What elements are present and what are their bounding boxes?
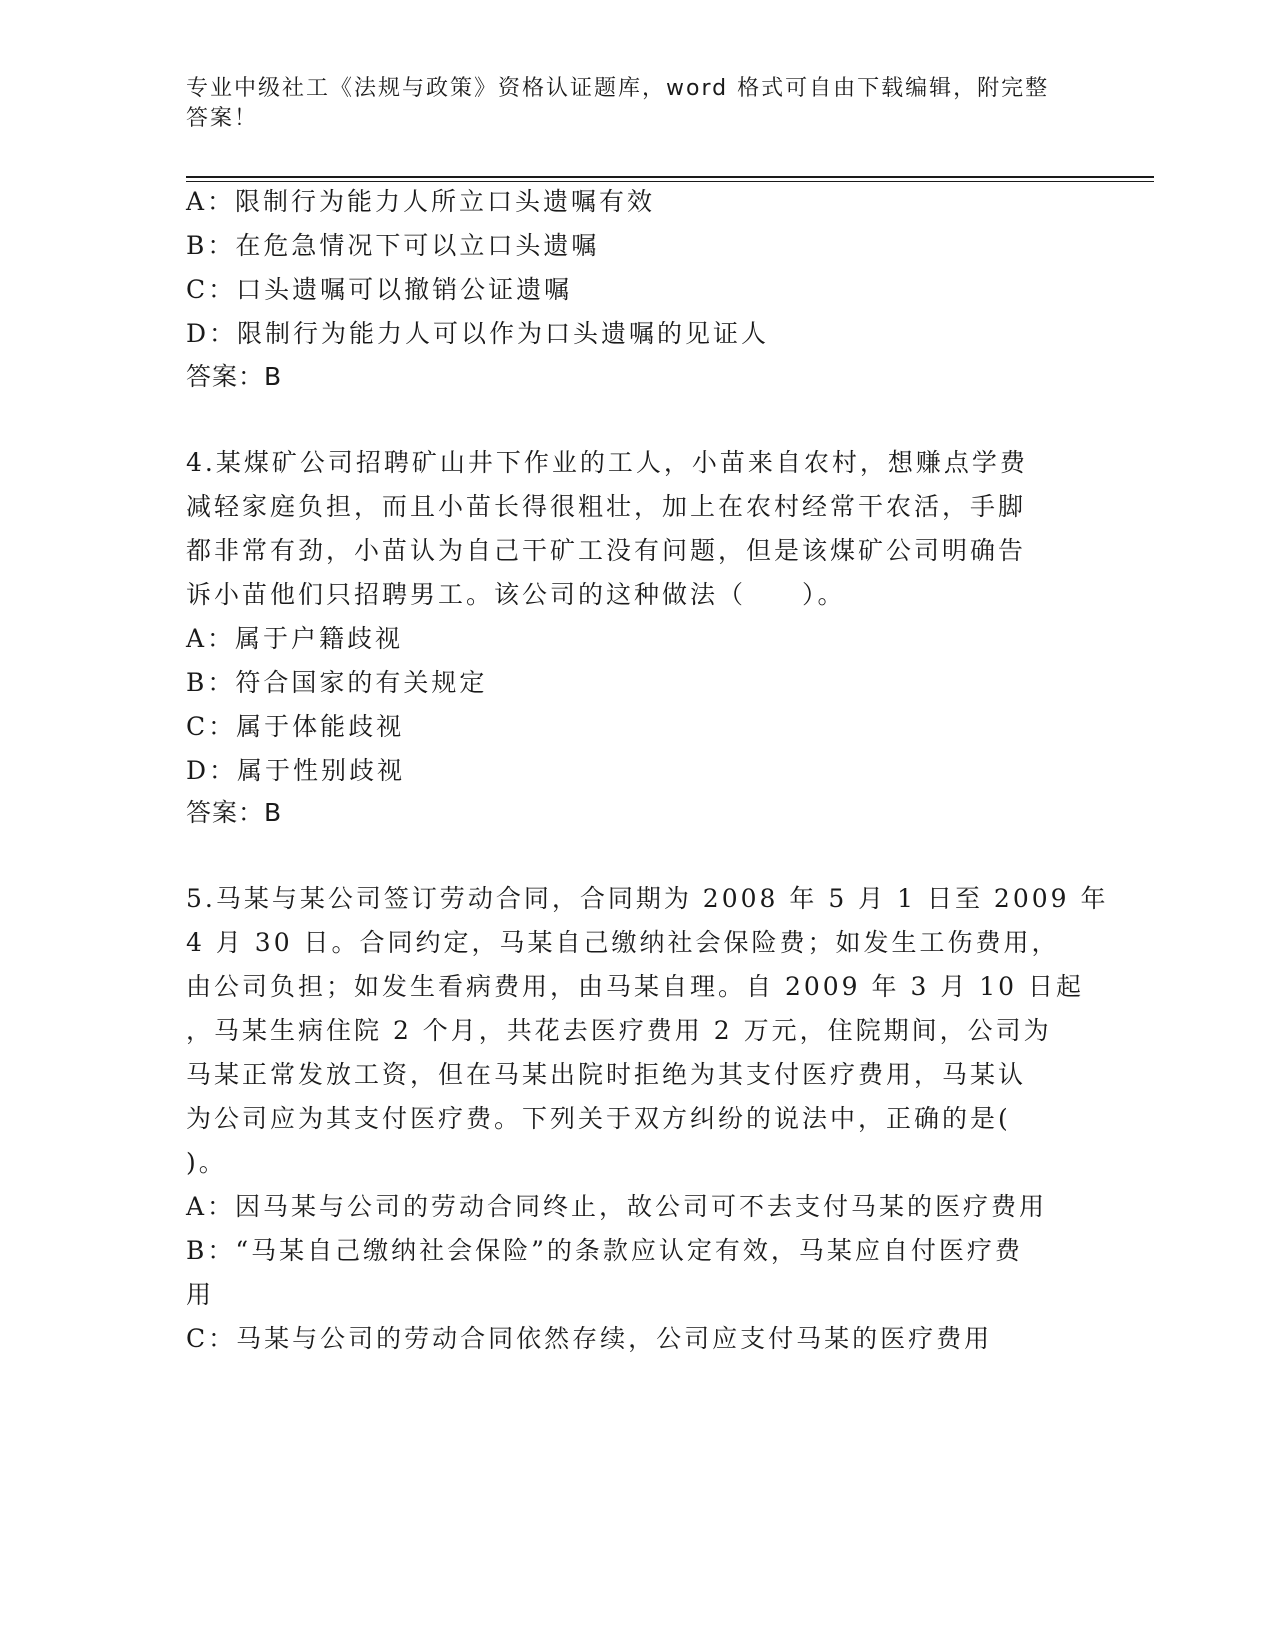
q5-option-c: C：马某与公司的劳动合同依然存续，公司应支付马某的医疗费用	[186, 1324, 993, 1353]
header-divider-thick	[186, 176, 1154, 178]
q3-answer: 答案：B	[186, 362, 283, 391]
q4-option-d: D：属于性别歧视	[186, 756, 406, 785]
q4-option-b: B：符合国家的有关规定	[186, 668, 488, 697]
q3-option-c: C：口头遗嘱可以撤销公证遗嘱	[186, 275, 573, 304]
q4-option-c: C：属于体能歧视	[186, 712, 405, 741]
q3-option-b: B：在危急情况下可以立口头遗嘱	[186, 231, 600, 260]
q4-answer: 答案：B	[186, 798, 283, 827]
q5-text-line: 5.马某与某公司签订劳动合同，合同期为 2008 年 5 月 1 日至 2009 年	[186, 884, 1109, 913]
document-header: 专业中级社工《法规与政策》资格认证题库，word 格式可自由下载编辑，附完整答案！	[186, 76, 1050, 131]
q5-text-line: 4 月 30 日。合同约定，马某自己缴纳社会保险费；如发生工伤费用，	[186, 928, 1060, 957]
q5-option-b-continued: 用	[186, 1280, 215, 1309]
q5-text-line: 由公司负担；如发生看病费用，由马某自理。自 2009 年 3 月 10 日起	[186, 972, 1085, 1001]
q4-text-line: 减轻家庭负担，而且小苗长得很粗壮，加上在农村经常干农活，手脚	[186, 492, 1027, 521]
q4-option-a: A：属于户籍歧视	[186, 624, 404, 653]
q4-text-line: 4.某煤矿公司招聘矿山井下作业的工人，小苗来自农村，想赚点学费	[186, 448, 1028, 477]
q3-option-d: D：限制行为能力人可以作为口头遗嘱的见证人	[186, 319, 770, 348]
q3-option-a: A：限制行为能力人所立口头遗嘱有效	[186, 187, 656, 216]
q5-text-line: 马某正常发放工资，但在马某出院时拒绝为其支付医疗费用，马某认	[186, 1060, 1027, 1089]
q4-text-line: 都非常有劲，小苗认为自己干矿工没有问题，但是该煤矿公司明确告	[186, 536, 1027, 565]
q4-text-line: 诉小苗他们只招聘男工。该公司的这种做法（ ）。	[186, 580, 846, 609]
q5-text-line: 为公司应为其支付医疗费。下列关于双方纠纷的说法中，正确的是(	[186, 1104, 1011, 1133]
header-divider-thin	[186, 181, 1154, 182]
q5-option-b: B：“马某自己缴纳社会保险”的条款应认定有效，马某应自付医疗费	[186, 1236, 1023, 1265]
q5-text-line: )。	[186, 1148, 227, 1177]
q5-text-line: ，马某生病住院 2 个月，共花去医疗费用 2 万元，住院期间，公司为	[186, 1016, 1052, 1045]
q5-option-a: A：因马某与公司的劳动合同终止，故公司可不去支付马某的医疗费用	[186, 1192, 1048, 1221]
